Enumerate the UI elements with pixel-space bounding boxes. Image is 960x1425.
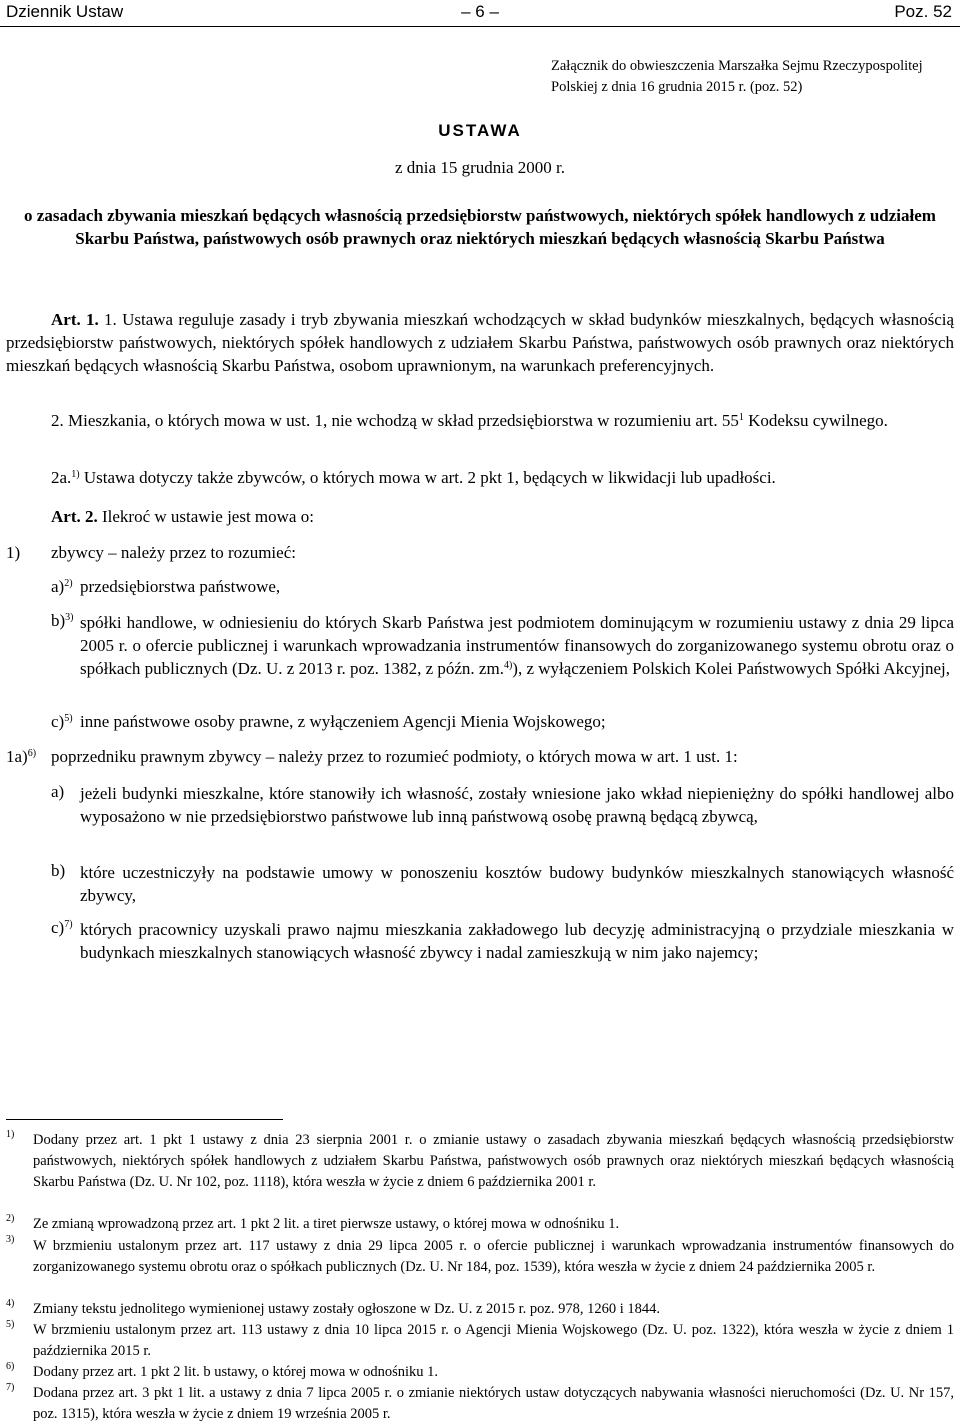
art2-b-body: spółki handlowe, w odniesieniu do których Skarb Państwa jest podmiotem dominującym w rozumieniu ustawy z dnia 29 lipca 2005 r. o ofercie publicznej i warunkach wprowadzania instrumentów finansowych do zorganizowanego systemu obrotu oraz o spółkach publicznych (Dz. U. z 2013 r. poz. 1382, z późn. zm. xyxy=(80,613,954,678)
art1-p1-number: 1. xyxy=(104,310,123,329)
art2-pt1a-marker xyxy=(6,747,36,767)
footnote-1: Dodany przez art. 1 pkt 1 ustawy z dnia 23 sierpnia 2001 r. o zmianie ustawy o zasadach zbywania mieszkań będących własnością przedsiębiorstw państwowych, niektórych spółek handlowych z udziałem Skarbu Państwa, państwowych osób prawnych oraz niektórych mieszkań będących własnością Skarbu Państwa (Dz. U. Nr 102, poz. 1118), która weszła w życie z dniem 6 października 2001 r. xyxy=(33,1132,954,1190)
footnote-mark-5: 5) xyxy=(6,1319,15,1330)
art1-paragraph-2a xyxy=(51,468,776,488)
art1-paragraph-1 xyxy=(6,308,954,377)
art1-p2a-text: Ustawa dotyczy także zbywców, o których mowa w art. 2 pkt 1, będących w likwidacji lub upadłości. xyxy=(79,468,776,487)
art2-c-marker xyxy=(51,712,73,732)
footnote-5: W brzmieniu ustalonym przez art. 113 ustawy z dnia 10 lipca 2015 r. o Agencji Mienia Wojskowego (Dz. U. poz. 1322), która weszła w życie z dniem 1 października 2015 r. xyxy=(33,1322,954,1359)
art2-sc-marker xyxy=(51,918,73,938)
art2-a-marker xyxy=(51,577,73,597)
art2-b-text xyxy=(80,611,954,680)
art2-sb-number: b) xyxy=(51,861,66,880)
art1-p2-text: 2. Mieszkania, o których mowa w ust. 1, nie wchodzą w skład przedsiębiorstwa w rozumieniu art. 55 xyxy=(51,411,739,430)
art2-intro-text: Ilekroć w ustawie jest mowa o: xyxy=(101,507,314,526)
footnote-mark-7: 7) xyxy=(6,1382,15,1393)
footnote-3: W brzmieniu ustalonym przez art. 117 ustawy z dnia 29 lipca 2005 r. o ofercie publicznej i warunkach wprowadzania instrumentów finansowych do zorganizowanego systemu obrotu oraz o spółkach publicznych (Dz. U. Nr 184, poz. 1539), która weszła w życie z dniem 24 października 2005 r. xyxy=(33,1238,954,1275)
footnote-mark-6: 6) xyxy=(6,1361,15,1372)
act-date: z dnia 15 grudnia 2000 r. xyxy=(395,158,565,177)
footnote-separator xyxy=(6,1119,283,1120)
position-number: Poz. 52 xyxy=(894,2,952,21)
footnote-ref-7: 7) xyxy=(64,919,73,930)
art1-paragraph-2 xyxy=(6,409,954,432)
page-number: – 6 – xyxy=(461,2,499,21)
page-header xyxy=(0,0,960,27)
footnote-ref-3: 3) xyxy=(65,612,74,623)
footnote-4: Zmiany tekstu jednolitego wymienionej ustawy zostały ogłoszone w Dz. U. z 2015 r. poz. 978, 1260 i 1844. xyxy=(33,1301,661,1317)
act-subject: o zasadach zbywania mieszkań będących własnością przedsiębiorstw państwowych, niektórych spółek handlowych z udziałem Skarbu Państwa, państwowych osób prawnych oraz niektórych mieszkań będących własnością Skarbu Państwa xyxy=(24,206,936,248)
footnote-mark-3: 3) xyxy=(6,1234,15,1245)
footnote-mark-2: 2) xyxy=(6,1213,15,1224)
art2-pt1a-number: 1a) xyxy=(6,747,28,766)
art2-sb-text: które uczestniczyły na podstawie umowy w ponoszeniu kosztów budowy budynków mieszkalnych stanowiących własność zbywcy, xyxy=(80,863,954,905)
footnote-ref-5: 5) xyxy=(64,713,73,724)
art2-b-marker xyxy=(51,611,74,631)
footnote-2: Ze zmianą wprowadzoną przez art. 1 pkt 2 lit. a tiret pierwsze ustawy, o której mowa w odnośniku 1. xyxy=(33,1216,620,1232)
art2-pt1a-text: poprzedniku prawnym zbywcy – należy przez to rozumieć podmioty, o których mowa w art. 1 ust. 1: xyxy=(51,747,738,766)
art2-b-number: b) xyxy=(51,611,66,630)
footnote-mark-1: 1) xyxy=(6,1129,15,1140)
footnote-ref-2: 2) xyxy=(64,578,73,589)
art1-p2-tail: Kodeksu cywilnego. xyxy=(743,411,888,430)
art2-label: Art. 2. xyxy=(51,507,102,526)
footnote-7: Dodana przez art. 3 pkt 1 lit. a ustawy z dnia 7 lipca 2005 r. o zmianie niektórych ustaw dotyczących nabywania własności nieruchomości (Dz. U. Nr 157, poz. 1315), która weszła w życie z dniem 19 września 2005 r. xyxy=(33,1385,954,1422)
art1-p2-sup: 1 xyxy=(738,412,744,423)
footnote-6: Dodany przez art. 1 pkt 2 lit. b ustawy, o której mowa w odnośniku 1. xyxy=(33,1364,438,1380)
art2-a-text: przedsiębiorstwa państwowe, xyxy=(80,577,281,596)
annex-note: Załącznik do obwieszczenia Marszałka Sejmu Rzeczypospolitej Polskiej z dnia 16 grudnia 2015 r. (poz. 52) xyxy=(551,58,923,95)
footnote-ref-1: 1) xyxy=(71,469,80,480)
footnote-ref-6: 6) xyxy=(27,748,37,759)
art2-sc-text: których pracownicy uzyskali prawo najmu mieszkania zakładowego lub decyzję administracyjną o przydziale mieszkania w budynkach mieszkalnych stanowiących własność zbywcy i nadal zamieszkują w nim jako najemcy; xyxy=(80,920,954,962)
art2-pt1-text: zbywcy – należy przez to rozumieć: xyxy=(51,543,296,562)
art2-c-number: c) xyxy=(51,712,65,731)
art2-intro xyxy=(51,507,314,527)
journal-name: Dziennik Ustaw xyxy=(6,2,124,21)
art1-label: Art. 1. xyxy=(51,310,105,329)
art1-p2a-number: 2a. xyxy=(51,468,72,487)
footnote-ref-4: 4) xyxy=(503,660,513,671)
act-title: USTAWA xyxy=(438,121,522,140)
art2-a-number: a) xyxy=(51,577,65,596)
art2-sa-number: a) xyxy=(51,782,65,801)
footnote-mark-4: 4) xyxy=(6,1298,15,1309)
art2-sa-text: jeżeli budynki mieszkalne, które stanowiły ich własność, zostały wniesione jako wkład niepieniężny do spółki handlowej albo wyposażono w nie przedsiębiorstwo państwowe lub inną państwową osobę prawną będącą zbywcą, xyxy=(80,784,954,826)
art2-b-tail: ), z wyłączeniem Polskich Kolei Państwowych Spółki Akcyjnej, xyxy=(512,659,950,678)
art2-sc-number: c) xyxy=(51,918,65,937)
art2-c-text: inne państwowe osoby prawne, z wyłączeniem Agencji Mienia Wojskowego; xyxy=(80,712,606,731)
art2-pt1-number: 1) xyxy=(6,543,21,562)
art1-p1-text: Ustawa reguluje zasady i tryb zbywania mieszkań wchodzących w skład budynków mieszkalnych, będących własnością przedsiębiorstw państwowych, niektórych spółek handlowych z udziałem Skarbu Państwa, państwowych osób prawnych oraz niektórych mieszkań będących własnością Skarbu Państwa, osobom uprawnionym, na warunkach preferencyjnych. xyxy=(6,310,955,375)
